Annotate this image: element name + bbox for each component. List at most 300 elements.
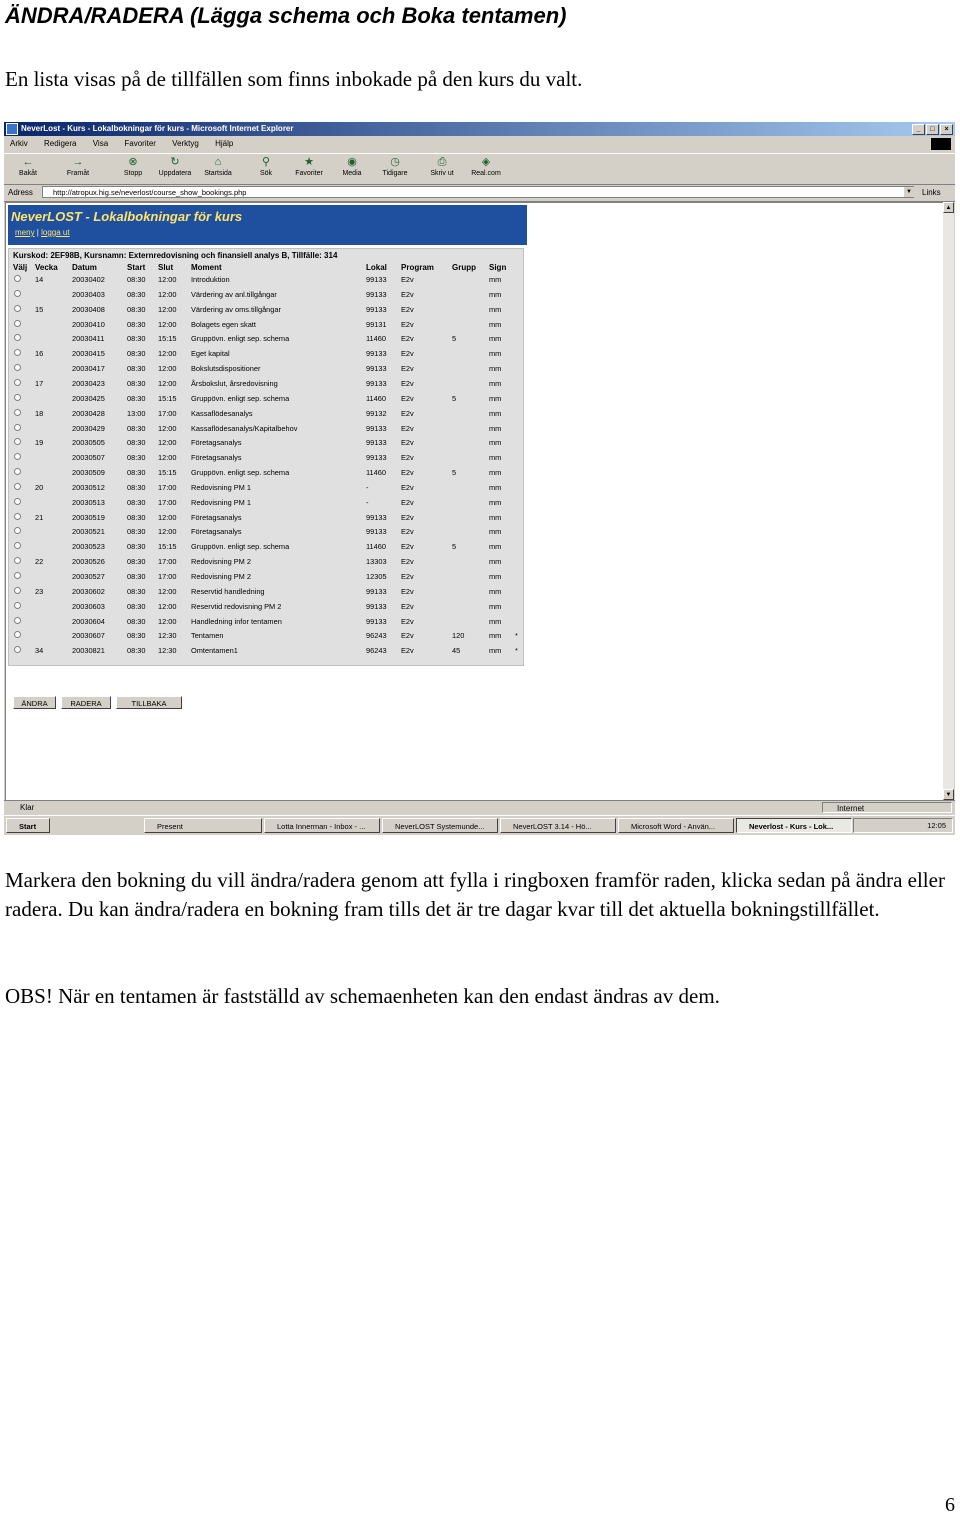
cell-program: E2v (401, 438, 414, 448)
cell-program: E2v (401, 349, 414, 359)
cell-datum: 20030417 (72, 364, 105, 374)
select-radio[interactable] (14, 572, 21, 579)
stop-icon: ⊗ (128, 156, 138, 168)
select-radio[interactable] (14, 349, 21, 356)
cell-sign: mm (489, 616, 502, 626)
cell-datum: 20030408 (72, 304, 105, 314)
cell-datum: 20030523 (72, 542, 105, 552)
system-tray (853, 818, 953, 833)
table-row (9, 555, 523, 570)
cell-lokal: 99133 (366, 275, 387, 284)
cell-datum: 20030428 (72, 408, 105, 418)
cell-datum: 20030527 (72, 572, 105, 581)
cell-start: 08:30 (127, 601, 146, 611)
table-row (9, 436, 523, 451)
cell-datum: 20030402 (72, 275, 105, 284)
toolbar (4, 153, 955, 185)
cell-lokal: 99133 (366, 423, 387, 433)
select-radio[interactable] (14, 394, 21, 401)
cell-program: E2v (401, 275, 414, 284)
cell-vecka: 15 (35, 304, 44, 314)
cell-start: 08:30 (127, 557, 146, 567)
header-datum: Datum (72, 263, 97, 272)
vertical-scrollbar[interactable] (943, 202, 954, 800)
header-slut: Slut (158, 263, 174, 272)
cell-program: E2v (401, 512, 414, 522)
forward-arrow-icon: → (72, 156, 84, 168)
table-row (9, 422, 523, 437)
select-radio[interactable] (14, 468, 21, 475)
minimize-button[interactable]: _ (912, 124, 925, 135)
select-radio[interactable] (14, 542, 21, 549)
select-radio[interactable] (14, 513, 21, 520)
cell-sign: mm (489, 319, 502, 329)
cell-program: E2v (401, 453, 414, 463)
cell-program: E2v (401, 601, 414, 611)
header-lokal: Lokal (366, 263, 387, 272)
cell-program: E2v (401, 334, 414, 344)
cell-slut: 12:00 (158, 512, 177, 522)
logout-link[interactable]: logga ut (41, 228, 70, 237)
cell-datum: 20030607 (72, 631, 105, 641)
cell-vecka: 17 (35, 378, 44, 388)
cell-vecka: 34 (35, 646, 44, 656)
cell-slut: 17:00 (158, 557, 177, 567)
scroll-down-icon[interactable]: ▼ (943, 789, 954, 800)
taskbar (4, 815, 955, 835)
table-row (9, 318, 523, 333)
task-present[interactable]: Present (144, 818, 262, 833)
header-vecka: Vecka (35, 263, 58, 272)
table-row (9, 585, 523, 600)
cell-lokal: 99131 (366, 319, 387, 329)
table-row (9, 466, 523, 481)
cell-sign: mm (489, 542, 502, 552)
address-field[interactable]: http://atropux.hig.se/neverlost/course_show_bookings.php (42, 186, 914, 198)
cell-slut: 15:15 (158, 468, 177, 478)
cell-slut: 12:00 (158, 586, 177, 596)
cell-slut: 12:00 (158, 349, 177, 359)
cell-slut: 12:00 (158, 616, 177, 626)
cell-datum: 20030512 (72, 482, 105, 492)
table-row (9, 511, 523, 526)
cell-sign: mm (489, 646, 502, 656)
cell-datum: 20030415 (72, 349, 105, 359)
chevron-down-icon[interactable]: ▼ (904, 187, 914, 197)
table-row (9, 481, 523, 496)
cell-program: E2v (401, 482, 414, 492)
cell-lokal: 99133 (366, 364, 387, 374)
cell-lokal: 99133 (366, 586, 387, 596)
cell-vecka: 20 (35, 482, 44, 492)
cell-sign: mm (489, 304, 502, 314)
header-program: Program (401, 263, 434, 272)
cell-sign: mm (489, 497, 502, 507)
scroll-up-icon[interactable]: ▲ (943, 202, 954, 213)
select-radio[interactable] (14, 631, 21, 638)
menu-verktyg[interactable]: Verktyg (172, 139, 199, 148)
cell-program: E2v (401, 557, 414, 567)
intro-text: En lista visas på de tillfällen som finns inbokade på den kurs du valt. (5, 67, 583, 91)
address-label: Adress (8, 188, 33, 197)
cell-moment: Bolagets egen skatt (191, 319, 256, 329)
table-row (9, 273, 523, 288)
back-arrow-icon: ← (22, 156, 34, 168)
select-radio[interactable] (14, 334, 21, 341)
cell-start: 08:30 (127, 586, 146, 596)
close-button[interactable]: × (940, 124, 953, 135)
cell-vecka: 22 (35, 557, 44, 567)
tillbaka-button[interactable]: TILLBAKA (116, 696, 182, 709)
cell-moment: Gruppövn. enligt sep. schema (191, 468, 290, 478)
clock: 12:05 (927, 821, 946, 830)
cell-vecka: 16 (35, 349, 44, 359)
select-radio[interactable] (14, 379, 21, 386)
banner-links: meny | logga ut (15, 228, 70, 237)
cell-lokal: 99133 (366, 601, 387, 611)
cell-sign: mm (489, 572, 502, 581)
cell-vecka: 19 (35, 438, 44, 448)
address-bar (4, 184, 955, 202)
cell-start: 08:30 (127, 542, 146, 552)
cell-lokal: 99133 (366, 616, 387, 626)
header-start: Start (127, 263, 146, 272)
home-icon: ⌂ (214, 156, 222, 168)
cell-lokal: 99133 (366, 378, 387, 388)
select-radio[interactable] (14, 498, 21, 505)
forward-button[interactable]: → Framåt (66, 156, 90, 177)
page-content (5, 202, 944, 801)
cell-lokal: 99133 (366, 453, 387, 463)
cell-lokal: 11460 (366, 334, 387, 344)
select-radio[interactable] (14, 275, 21, 282)
cell-sign: mm (489, 438, 502, 448)
cell-program: E2v (401, 304, 414, 314)
cell-moment: Gruppövn. enligt sep. schema (191, 334, 290, 344)
cell-lokal: 12305 (366, 572, 387, 581)
select-radio[interactable] (14, 290, 21, 297)
cell-program: E2v (401, 631, 414, 641)
links-button[interactable]: Links (922, 188, 941, 197)
task-inbox[interactable]: Lotta Innerman - Inbox - ... (264, 818, 380, 833)
cell-datum: 20030403 (72, 289, 105, 299)
cell-start: 08:30 (127, 304, 146, 314)
cell-start: 08:30 (127, 423, 146, 433)
print-button[interactable]: ⎙ Skriv ut (430, 156, 454, 177)
cell-program: E2v (401, 393, 414, 403)
print-icon: ⎙ (437, 156, 447, 168)
search-button[interactable]: ⚲ Sök (259, 156, 273, 177)
cell-datum: 20030603 (72, 601, 105, 611)
cell-slut: 12:00 (158, 601, 177, 611)
cell-lokal: 99133 (366, 304, 387, 314)
realcom-icon: ◈ (481, 156, 491, 168)
window-controls (912, 124, 953, 135)
cell-lokal: 96243 (366, 631, 387, 641)
cell-moment: Företagsanalys (191, 438, 242, 448)
window-titlebar (4, 122, 955, 136)
document-heading: ÄNDRA/RADERA (Lägga schema och Boka tentamen) (5, 3, 567, 28)
cell-start: 08:30 (127, 319, 146, 329)
table-row (9, 347, 523, 362)
cell-vecka: 21 (35, 512, 44, 522)
cell-moment: Redovisning PM 1 (191, 497, 251, 507)
table-row (9, 525, 523, 540)
cell-sign: mm (489, 423, 502, 433)
status-bar (4, 800, 955, 815)
table-row (9, 362, 523, 377)
cell-start: 13:00 (127, 408, 146, 418)
cell-datum: 20030521 (72, 527, 105, 537)
cell-program: E2v (401, 423, 414, 433)
cell-start: 08:30 (127, 527, 146, 537)
page-number: 6 (945, 1494, 955, 1516)
cell-lokal: 99133 (366, 512, 387, 522)
cell-vecka: 23 (35, 586, 44, 596)
cell-slut: 12:00 (158, 289, 177, 299)
cell-program: E2v (401, 572, 414, 581)
cell-start: 08:30 (127, 631, 146, 641)
cell-moment: Årsbokslut, årsredovisning (191, 378, 278, 388)
cell-grupp: 45 (452, 646, 461, 656)
cell-sign: mm (489, 468, 502, 478)
cell-program: E2v (401, 408, 414, 418)
cell-lokal: 99133 (366, 438, 387, 448)
cell-moment: Tentamen (191, 631, 224, 641)
select-radio[interactable] (14, 424, 21, 431)
table-row (9, 540, 523, 555)
media-button[interactable]: ◉ Media (342, 156, 362, 177)
cell-start: 08:30 (127, 289, 146, 299)
cell-moment: Introduktion (191, 275, 230, 284)
cell-moment: Redovisning PM 2 (191, 572, 251, 581)
cell-datum: 20030509 (72, 468, 105, 478)
cell-program: E2v (401, 586, 414, 596)
select-radio[interactable] (14, 453, 21, 460)
stop-button[interactable]: ⊗ Stopp (123, 156, 143, 177)
cell-sign: mm (489, 364, 502, 374)
andra-button[interactable]: ÄNDRA (13, 696, 56, 709)
cell-star: * (515, 646, 518, 656)
task-word[interactable]: Microsoft Word - Använ... (618, 818, 734, 833)
back-button[interactable]: ← Bakåt (19, 156, 37, 177)
menu-redigera[interactable]: Redigera (44, 139, 77, 148)
cell-lokal: 99133 (366, 289, 387, 299)
history-icon: ◷ (390, 156, 400, 168)
table-row (9, 451, 523, 466)
cell-start: 08:30 (127, 497, 146, 507)
cell-datum: 20030429 (72, 423, 105, 433)
history-button[interactable]: ◷ Tidigare (382, 156, 408, 177)
cell-sign: mm (489, 349, 502, 359)
cell-datum: 20030519 (72, 512, 105, 522)
table-row (9, 288, 523, 303)
cell-datum: 20030604 (72, 616, 105, 626)
cell-datum: 20030505 (72, 438, 105, 448)
cell-slut: 12:00 (158, 378, 177, 388)
select-radio[interactable] (14, 438, 21, 445)
cell-program: E2v (401, 497, 414, 507)
table-row (9, 644, 523, 659)
cell-moment: Redovisning PM 2 (191, 557, 251, 567)
radera-button[interactable]: RADERA (61, 696, 111, 709)
cell-start: 08:30 (127, 438, 146, 448)
cell-lokal: 99133 (366, 527, 387, 537)
windows-logo-icon (931, 138, 951, 150)
cell-moment: Företagsanalys (191, 527, 242, 537)
refresh-button[interactable]: ↻ Uppdatera (158, 156, 192, 177)
cell-lokal: 99133 (366, 349, 387, 359)
cell-sign: mm (489, 393, 502, 403)
cell-slut: 12:00 (158, 319, 177, 329)
cell-program: E2v (401, 364, 414, 374)
cell-datum: 20030423 (72, 378, 105, 388)
table-row (9, 496, 523, 511)
cell-slut: 12:30 (158, 646, 177, 656)
cell-datum: 20030513 (72, 497, 105, 507)
table-row (9, 570, 523, 585)
select-radio[interactable] (14, 305, 21, 312)
table-row (9, 332, 523, 347)
cell-start: 08:30 (127, 482, 146, 492)
cell-moment: Eget kapital (191, 349, 230, 359)
cell-program: E2v (401, 468, 414, 478)
menu-visa[interactable]: Visa (92, 139, 109, 148)
cell-moment: Gruppövn. enligt sep. schema (191, 542, 290, 552)
select-radio[interactable] (14, 557, 21, 564)
select-radio[interactable] (14, 602, 21, 609)
cell-slut: 12:00 (158, 364, 177, 374)
favorites-button[interactable]: ★ Favoriter (295, 156, 323, 177)
cell-sign: mm (489, 527, 502, 537)
menu-link[interactable]: meny (15, 228, 35, 237)
cell-datum: 20030410 (72, 319, 105, 329)
cell-sign: mm (489, 586, 502, 596)
cell-grupp: 5 (452, 334, 457, 344)
cell-datum: 20030602 (72, 586, 105, 596)
header-valj: Välj (13, 263, 28, 272)
cell-sign: mm (489, 334, 502, 344)
cell-start: 08:30 (127, 393, 146, 403)
cell-lokal: 96243 (366, 646, 387, 656)
cell-start: 08:30 (127, 646, 146, 656)
table-row (9, 377, 523, 392)
cell-datum: 20030507 (72, 453, 105, 463)
select-radio[interactable] (14, 527, 21, 534)
course-info: Kurskod: 2EF98B, Kursnamn: Externredovisning och finansiell analys B, Tillfälle: 314 (13, 251, 338, 260)
cell-start: 08:30 (127, 349, 146, 359)
cell-lokal: - (366, 482, 369, 492)
task-neverlost-system[interactable]: NeverLOST Systemunde... (382, 818, 498, 833)
cell-moment: Omtentamen1 (191, 646, 238, 656)
cell-lokal: 11460 (366, 393, 387, 403)
cell-sign: mm (489, 378, 502, 388)
cell-moment: Reservtid redovisning PM 2 (191, 601, 282, 611)
favorites-icon: ★ (304, 156, 314, 168)
cell-moment: Företagsanalys (191, 512, 242, 522)
cell-grupp: 5 (452, 393, 457, 403)
cell-datum: 20030425 (72, 393, 105, 403)
page-banner (8, 205, 527, 245)
cell-slut: 15:15 (158, 334, 177, 344)
ie-icon (6, 123, 18, 135)
select-radio[interactable] (14, 364, 21, 371)
cell-start: 08:30 (127, 512, 146, 522)
home-button[interactable]: ⌂ Startsida (204, 156, 232, 177)
cell-slut: 12:00 (158, 527, 177, 537)
cell-lokal: 11460 (366, 542, 387, 552)
header-sign: Sign (489, 263, 507, 272)
cell-sign: mm (489, 275, 502, 284)
cell-slut: 12:00 (158, 453, 177, 463)
cell-sign: mm (489, 512, 502, 522)
cell-moment: Gruppövn. enligt sep. schema (191, 393, 290, 403)
cell-moment: Värdering av oms.tillgångar (191, 304, 281, 314)
cell-grupp: 5 (452, 468, 457, 478)
cell-slut: 15:15 (158, 542, 177, 552)
task-neverlost-314[interactable]: NeverLOST 3.14 - Hö... (500, 818, 616, 833)
select-radio[interactable] (14, 587, 21, 594)
cell-program: E2v (401, 289, 414, 299)
start-button[interactable]: Start (6, 818, 50, 833)
cell-program: E2v (401, 616, 414, 626)
task-neverlost-kurs[interactable]: Neverlost - Kurs - Lok... (736, 818, 852, 833)
cell-program: E2v (401, 319, 414, 329)
cell-grupp: 5 (452, 542, 457, 552)
cell-slut: 17:00 (158, 482, 177, 492)
menu-arkiv[interactable]: Arkiv (10, 139, 28, 148)
select-radio[interactable] (14, 409, 21, 416)
cell-start: 08:30 (127, 378, 146, 388)
table-row (9, 407, 523, 422)
cell-star: * (515, 631, 518, 641)
header-moment: Moment (191, 263, 222, 272)
bookings-panel (8, 248, 524, 708)
cell-start: 08:30 (127, 468, 146, 478)
select-radio[interactable] (14, 617, 21, 624)
cell-slut: 15:15 (158, 393, 177, 403)
cell-program: E2v (401, 527, 414, 537)
maximize-button[interactable]: □ (926, 124, 939, 135)
menu-favoriter[interactable]: Favoriter (124, 139, 156, 148)
cell-lokal: 13303 (366, 557, 387, 567)
cell-start: 08:30 (127, 453, 146, 463)
select-radio[interactable] (14, 483, 21, 490)
cell-start: 08:30 (127, 572, 146, 581)
cell-vecka: 14 (35, 275, 44, 284)
cell-moment: Handledning infor tentamen (191, 616, 282, 626)
cell-sign: mm (489, 453, 502, 463)
cell-moment: Värdering av anl.tillgångar (191, 289, 277, 299)
menu-hjalp[interactable]: Hjälp (215, 139, 234, 148)
select-radio[interactable] (14, 646, 21, 653)
cell-moment: Bokslutsdispositioner (191, 364, 261, 374)
cell-start: 08:30 (127, 275, 146, 284)
menu-bar (4, 136, 955, 152)
cell-program: E2v (401, 378, 414, 388)
cell-sign: mm (489, 557, 502, 567)
cell-start: 08:30 (127, 364, 146, 374)
cell-program: E2v (401, 542, 414, 552)
cell-program: E2v (401, 646, 414, 656)
refresh-icon: ↻ (170, 156, 180, 168)
cell-slut: 12:00 (158, 438, 177, 448)
realcom-button[interactable]: ◈ Real.com (471, 156, 501, 177)
select-radio[interactable] (14, 320, 21, 327)
cell-datum: 20030526 (72, 557, 105, 567)
cell-sign: mm (489, 601, 502, 611)
cell-moment: Kassaflödesanalys (191, 408, 253, 418)
